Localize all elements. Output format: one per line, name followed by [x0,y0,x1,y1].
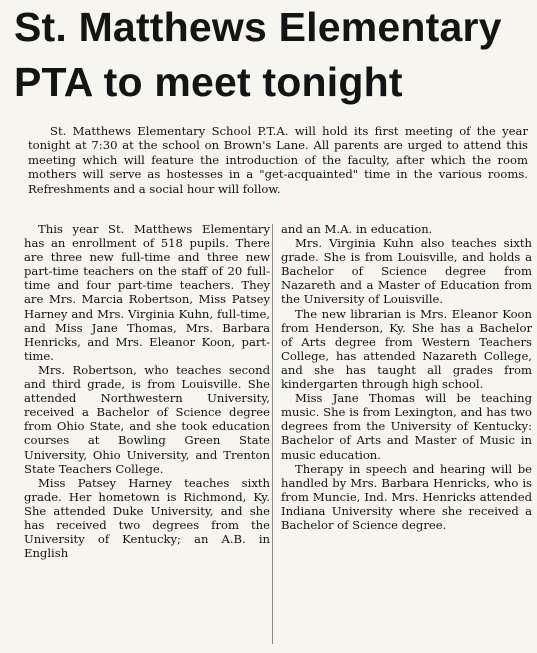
article-paragraph: Therapy in speech and hearing will be handled by Mrs. Barbara Henricks, who is from Muncie, Ind. Mrs. Henricks attended Indiana University where she received a Bachelor of Science degree. [281,461,532,532]
column-divider [272,224,273,644]
article-paragraph: Mrs. Robertson, who teaches second and third grade, is from Louisville. She attended Northwestern University, received a Bachelor of Science degree from Ohio State, and she took education courses at Bowling Green State University, Ohio University, and Trenton State Teachers College. [24,362,270,476]
article-paragraph: This year St. Matthews Elementary has an enrollment of 518 pupils. There are three new full-time and three new part-time teachers on the staff of 20 full-time and four part-time teachers. They are Mrs. Marcia Robertson, Miss Patsey Harney and Mrs. Virginia Kuhn, full-time, and Miss Jane Thomas, Mrs. Barbara Henricks, and Mrs. Eleanor Koon, part-time. [24,222,270,363]
headline [14,0,529,110]
article-paragraph: The new librarian is Mrs. Eleanor Koon from Henderson, Ky. She has a Bachelor of Arts degree from Western Teachers College, has attended Nazareth College, and she has taught all grades from kindergarten through high school. [281,306,532,392]
headline-line-1: St. Matthews Elementary [14,4,502,50]
article-paragraph-continued: and an M.A. in education. [281,222,433,236]
right-column [281,222,532,532]
article-paragraph: Mrs. Virginia Kuhn also teaches sixth grade. She is from Louisville, and holds a Bachelor of Science degree from Nazareth and a Master of Education from the University of Louisville. [281,236,532,307]
headline-line-2: PTA to meet tonight [14,59,403,105]
article-paragraph: Miss Patsey Harney teaches sixth grade. Her hometown is Richmond, Ky. She attended Duke University, and she has received two degrees from the University of Kentucky; an A.B. in English [24,475,270,561]
lead-paragraph: St. Matthews Elementary School P.T.A. will hold its first meeting of the year tonight at 7:30 at the school on Brown's Lane. All parents are urged to attend this meeting which will feature the introduction of the faculty, after which the room mothers will serve as hostesses in a "get-acquainted" time in the various rooms. Refreshments and a social hour will follow. [28,124,528,196]
left-column [24,222,270,560]
article-paragraph: Miss Jane Thomas will be teaching music. She is from Lexington, and has two degrees from the University of Kentucky: Bachelor of Arts and Master of Music in music education. [281,391,532,462]
